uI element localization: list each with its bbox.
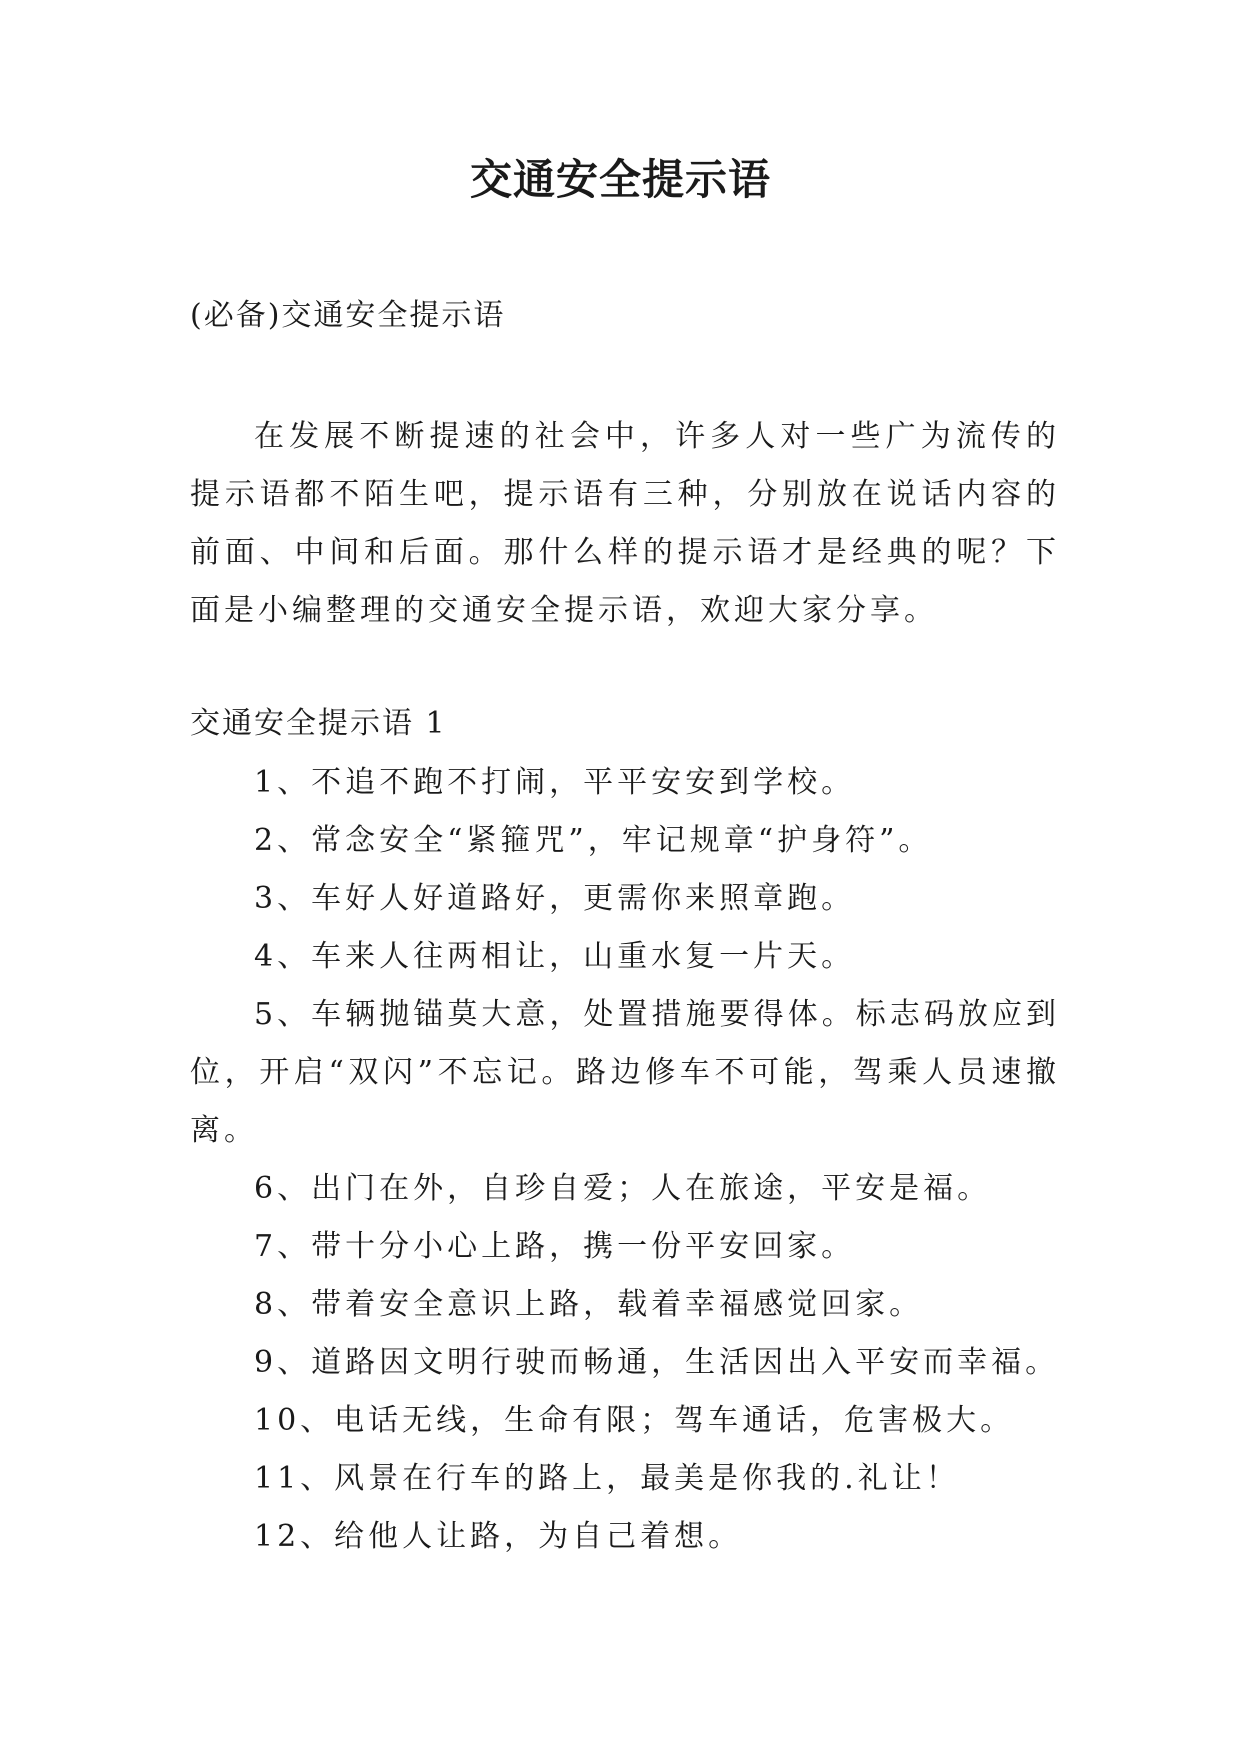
tip-item: 12、给他人让路，为自己着想。 (254, 1519, 743, 1554)
document-title: 交通安全提示语 (469, 155, 771, 204)
tip-item: 4、车来人往两相让，山重水复一片天。 (254, 939, 856, 974)
intro-paragraph: 在发展不断提速的社会中，许多人对一些广为流传的提示语都不陌生吧，提示语有三种，分别放在说话内容的前面、中间和后面。那什么样的提示语才是经典的呢？下面是小编整理的交通安全提示语，欢迎大家分享。 (190, 419, 1060, 628)
section-heading: 交通安全提示语 1 (190, 706, 447, 741)
tip-item: 9、道路因文明行驶而畅通，生活因出入平安而幸福。 (254, 1345, 1060, 1380)
tips-list (190, 754, 1060, 1566)
tip-item: 3、车好人好道路好，更需你来照章跑。 (254, 881, 856, 916)
tip-item: 2、常念安全“紧箍咒”，牢记规章“护身符”。 (254, 823, 933, 858)
tip-item: 7、带十分小心上路，携一份平安回家。 (254, 1229, 856, 1264)
tip-item: 11、风景在行车的路上，最美是你我的.礼让！ (254, 1461, 960, 1496)
tip-item: 5、车辆抛锚莫大意，处置措施要得体。标志码放应到位，开启“双闪”不忘记。路边修车不可能，驾乘人员速撤离。 (190, 997, 1060, 1148)
tip-item: 1、不追不跑不打闹，平平安安到学校。 (254, 765, 856, 800)
tip-item: 6、出门在外，自珍自爱；人在旅途，平安是福。 (254, 1171, 992, 1206)
tip-item: 8、带着安全意识上路，载着幸福感觉回家。 (254, 1287, 924, 1322)
document-subtitle: (必备)交通安全提示语 (190, 298, 506, 333)
tip-item: 10、电话无线，生命有限；驾车通话，危害极大。 (254, 1403, 1015, 1438)
